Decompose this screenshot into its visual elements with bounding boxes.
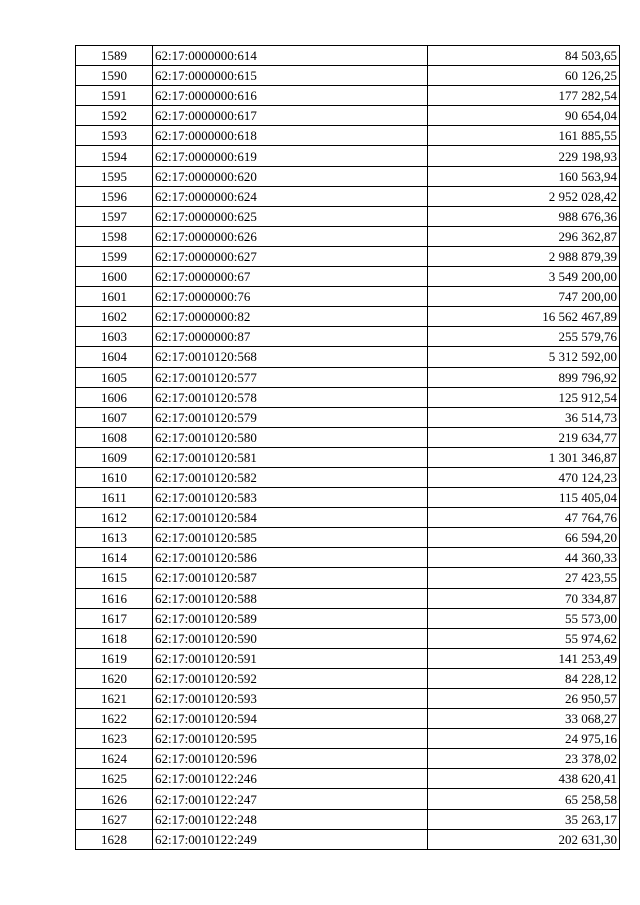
cadastral-number-cell: 62:17:0000000:625 [153, 206, 428, 226]
cadastral-value-cell: 5 312 592,00 [428, 347, 620, 367]
row-number-cell: 1617 [76, 608, 153, 628]
cadastral-number-cell: 62:17:0010120:588 [153, 588, 428, 608]
cadastral-number-cell: 62:17:0010120:596 [153, 749, 428, 769]
table-row [76, 709, 620, 729]
row-number-cell: 1601 [76, 287, 153, 307]
cadastral-number-cell: 62:17:0000000:618 [153, 126, 428, 146]
row-number-cell: 1592 [76, 106, 153, 126]
row-number-cell: 1627 [76, 809, 153, 829]
table-row [76, 267, 620, 287]
cadastral-number-cell: 62:17:0000000:87 [153, 327, 428, 347]
table-row [76, 769, 620, 789]
cadastral-number-cell: 62:17:0010122:246 [153, 769, 428, 789]
table-row [76, 689, 620, 709]
table-row [76, 488, 620, 508]
table-row [76, 749, 620, 769]
table-row [76, 86, 620, 106]
cadastral-value-cell: 27 423,55 [428, 568, 620, 588]
cadastral-number-cell: 62:17:0000000:626 [153, 226, 428, 246]
cadastral-number-cell: 62:17:0000000:616 [153, 86, 428, 106]
cadastral-number-cell: 62:17:0000000:624 [153, 186, 428, 206]
row-number-cell: 1628 [76, 829, 153, 849]
cadastral-number-cell: 62:17:0010120:578 [153, 387, 428, 407]
cadastral-number-cell: 62:17:0000000:76 [153, 287, 428, 307]
cadastral-number-cell: 62:17:0000000:627 [153, 246, 428, 266]
table-row [76, 287, 620, 307]
table-body [76, 46, 620, 850]
row-number-cell: 1602 [76, 307, 153, 327]
row-number-cell: 1600 [76, 267, 153, 287]
cadastral-number-cell: 62:17:0010120:581 [153, 447, 428, 467]
cadastral-value-cell: 84 503,65 [428, 46, 620, 66]
cadastral-number-cell: 62:17:0010120:577 [153, 367, 428, 387]
row-number-cell: 1615 [76, 568, 153, 588]
cadastral-number-cell: 62:17:0010120:580 [153, 427, 428, 447]
table-row [76, 789, 620, 809]
row-number-cell: 1613 [76, 528, 153, 548]
table-row [76, 648, 620, 668]
row-number-cell: 1611 [76, 488, 153, 508]
row-number-cell: 1619 [76, 648, 153, 668]
cadastral-number-cell: 62:17:0010120:582 [153, 467, 428, 487]
table-row [76, 829, 620, 849]
table-row [76, 226, 620, 246]
table-row [76, 548, 620, 568]
row-number-cell: 1589 [76, 46, 153, 66]
table-row [76, 66, 620, 86]
row-number-cell: 1620 [76, 668, 153, 688]
row-number-cell: 1605 [76, 367, 153, 387]
table-row [76, 347, 620, 367]
table-row [76, 568, 620, 588]
cadastral-number-cell: 62:17:0010120:591 [153, 648, 428, 668]
cadastral-number-cell: 62:17:0010120:593 [153, 689, 428, 709]
cadastral-number-cell: 62:17:0010120:592 [153, 668, 428, 688]
table-row [76, 387, 620, 407]
cadastral-number-cell: 62:17:0010122:248 [153, 809, 428, 829]
cadastral-value-table [75, 45, 620, 850]
table-row [76, 327, 620, 347]
cadastral-number-cell: 62:17:0010120:579 [153, 407, 428, 427]
table-row [76, 146, 620, 166]
row-number-cell: 1608 [76, 427, 153, 447]
cadastral-value-cell: 60 126,25 [428, 66, 620, 86]
row-number-cell: 1610 [76, 467, 153, 487]
cadastral-value-cell: 1 301 346,87 [428, 447, 620, 467]
cadastral-number-cell: 62:17:0010120:585 [153, 528, 428, 548]
row-number-cell: 1598 [76, 226, 153, 246]
cadastral-value-cell: 36 514,73 [428, 407, 620, 427]
cadastral-value-cell: 177 282,54 [428, 86, 620, 106]
cadastral-value-cell: 438 620,41 [428, 769, 620, 789]
table-row [76, 126, 620, 146]
row-number-cell: 1616 [76, 588, 153, 608]
cadastral-number-cell: 62:17:0010120:594 [153, 709, 428, 729]
cadastral-value-cell: 988 676,36 [428, 206, 620, 226]
row-number-cell: 1618 [76, 628, 153, 648]
row-number-cell: 1623 [76, 729, 153, 749]
table-row [76, 427, 620, 447]
cadastral-value-cell: 255 579,76 [428, 327, 620, 347]
cadastral-number-cell: 62:17:0010120:587 [153, 568, 428, 588]
row-number-cell: 1604 [76, 347, 153, 367]
cadastral-value-cell: 55 974,62 [428, 628, 620, 648]
cadastral-value-cell: 65 258,58 [428, 789, 620, 809]
cadastral-value-cell: 23 378,02 [428, 749, 620, 769]
cadastral-value-cell: 55 573,00 [428, 608, 620, 628]
table-row [76, 166, 620, 186]
row-number-cell: 1625 [76, 769, 153, 789]
table-row [76, 628, 620, 648]
table-row [76, 46, 620, 66]
cadastral-number-cell: 62:17:0010120:583 [153, 488, 428, 508]
cadastral-number-cell: 62:17:0010122:247 [153, 789, 428, 809]
cadastral-number-cell: 62:17:0010120:584 [153, 508, 428, 528]
table-row [76, 307, 620, 327]
table-row [76, 809, 620, 829]
table-row [76, 367, 620, 387]
row-number-cell: 1622 [76, 709, 153, 729]
table-row [76, 508, 620, 528]
cadastral-number-cell: 62:17:0000000:614 [153, 46, 428, 66]
row-number-cell: 1596 [76, 186, 153, 206]
cadastral-value-cell: 2 952 028,42 [428, 186, 620, 206]
table-row [76, 407, 620, 427]
table-row [76, 588, 620, 608]
cadastral-number-cell: 62:17:0000000:67 [153, 267, 428, 287]
cadastral-value-cell: 747 200,00 [428, 287, 620, 307]
cadastral-number-cell: 62:17:0000000:619 [153, 146, 428, 166]
table-row [76, 668, 620, 688]
cadastral-value-cell: 219 634,77 [428, 427, 620, 447]
row-number-cell: 1603 [76, 327, 153, 347]
cadastral-value-cell: 161 885,55 [428, 126, 620, 146]
table-row [76, 206, 620, 226]
cadastral-value-cell: 296 362,87 [428, 226, 620, 246]
cadastral-value-cell: 141 253,49 [428, 648, 620, 668]
cadastral-value-cell: 160 563,94 [428, 166, 620, 186]
cadastral-value-cell: 90 654,04 [428, 106, 620, 126]
table-row [76, 467, 620, 487]
cadastral-number-cell: 62:17:0010120:590 [153, 628, 428, 648]
cadastral-number-cell: 62:17:0000000:617 [153, 106, 428, 126]
table-row [76, 246, 620, 266]
cadastral-value-cell: 84 228,12 [428, 668, 620, 688]
cadastral-value-cell: 35 263,17 [428, 809, 620, 829]
row-number-cell: 1612 [76, 508, 153, 528]
cadastral-value-cell: 24 975,16 [428, 729, 620, 749]
cadastral-value-cell: 125 912,54 [428, 387, 620, 407]
row-number-cell: 1606 [76, 387, 153, 407]
row-number-cell: 1597 [76, 206, 153, 226]
row-number-cell: 1621 [76, 689, 153, 709]
cadastral-number-cell: 62:17:0000000:620 [153, 166, 428, 186]
cadastral-number-cell: 62:17:0010120:568 [153, 347, 428, 367]
row-number-cell: 1609 [76, 447, 153, 467]
cadastral-number-cell: 62:17:0010122:249 [153, 829, 428, 849]
cadastral-value-cell: 115 405,04 [428, 488, 620, 508]
row-number-cell: 1593 [76, 126, 153, 146]
cadastral-value-cell: 3 549 200,00 [428, 267, 620, 287]
cadastral-value-cell: 899 796,92 [428, 367, 620, 387]
table-row [76, 528, 620, 548]
row-number-cell: 1614 [76, 548, 153, 568]
cadastral-value-cell: 26 950,57 [428, 689, 620, 709]
row-number-cell: 1607 [76, 407, 153, 427]
cadastral-value-cell: 66 594,20 [428, 528, 620, 548]
table-row [76, 447, 620, 467]
cadastral-value-cell: 229 198,93 [428, 146, 620, 166]
table-row [76, 608, 620, 628]
row-number-cell: 1626 [76, 789, 153, 809]
cadastral-value-cell: 44 360,33 [428, 548, 620, 568]
cadastral-value-cell: 2 988 879,39 [428, 246, 620, 266]
row-number-cell: 1594 [76, 146, 153, 166]
cadastral-value-cell: 470 124,23 [428, 467, 620, 487]
row-number-cell: 1599 [76, 246, 153, 266]
cadastral-value-cell: 16 562 467,89 [428, 307, 620, 327]
row-number-cell: 1590 [76, 66, 153, 86]
row-number-cell: 1591 [76, 86, 153, 106]
cadastral-number-cell: 62:17:0010120:586 [153, 548, 428, 568]
row-number-cell: 1624 [76, 749, 153, 769]
table-row [76, 186, 620, 206]
cadastral-value-cell: 202 631,30 [428, 829, 620, 849]
cadastral-value-cell: 70 334,87 [428, 588, 620, 608]
cadastral-value-cell: 33 068,27 [428, 709, 620, 729]
cadastral-number-cell: 62:17:0010120:589 [153, 608, 428, 628]
cadastral-number-cell: 62:17:0010120:595 [153, 729, 428, 749]
cadastral-number-cell: 62:17:0000000:82 [153, 307, 428, 327]
row-number-cell: 1595 [76, 166, 153, 186]
table-row [76, 729, 620, 749]
cadastral-value-cell: 47 764,76 [428, 508, 620, 528]
cadastral-number-cell: 62:17:0000000:615 [153, 66, 428, 86]
table-row [76, 106, 620, 126]
